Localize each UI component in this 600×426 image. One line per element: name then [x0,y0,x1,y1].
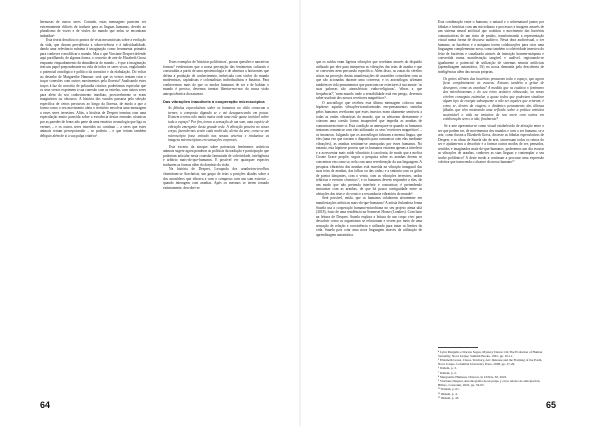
paragraph: hermosas de outros seres. Contudo, estas mensagens parecem ser extremamente difíceis de traduzir para as línguas humanas, devido ao pluralismo de vozes e de visões do mundo que nelas se encontram imbuídas⁴. [40,20,146,38]
right-column-2 [438,20,544,165]
footnote: ⁹ Vinciane Despret, Autobiografia de un pulpo y otros relatos de anticipación, Bilbao, Consonni, 2022, pp. 59-65. [438,379,541,388]
block-quote: As fábulas especulativas sobre os humanos no chão comecam a tremer, o composto dignado se e vai desaparecendo em pouca. Existem teorias não muito maiss onde uma rede quase invisível sobre toda a espaço? Por fim, temos a sensação de um som, uma espécie de vibração emergente desta grande rede. A vibração penetra no nosso corpo, fazendo-nos sentir cada molécula, alerta da arte, como se um microscópio fosse entrado nas nossas arterias e traduzisse as imagens microscópicas em sensações corporais. [168,106,269,143]
footnote-rule [438,347,478,348]
page-number-right: 65 [545,400,556,410]
right-page [300,0,600,426]
footnote: ¹² Ibidem, p. 45. [438,395,460,400]
paragraph: Estes exemplos de 'histórias polifónicas', possas questões e narrativas formas? evidenciam que a nossa percepção das fenómenos culturais e construídas a partir de uma epistemologia e de abertura a horizontes que defina a produção de conhecimento, imbricada com visões do mundo modernistas, capitalistas e colonialistas individualistas e binárias. Para conhecermos mais do que os modos humanos de ser e de habitar o mundo é preciso, devemos inentar libertar-mo-nos da nossa visão antropocêntrica da natureza. [163,60,269,96]
paragraph: Será possível, então, que os humanos colaborem ativamente em manifestações artísticas mais-do-que-humanas? A artista finlandesa Jenna Suuela usa a cooperação humano-microbiana no seu projeto aimta ultá (2018), fruto de uma residência na Somerset House (Londres). Com base na leitura de Despret, Suuela explora a leitura de um corpo vivo para descobrir como os organismos se relacionam e vivem por meio de uma sensação de relação e coexistência e utilizado para tratar os limites da vida. Suuela pois criar uma nova linguagem através da utilização de aprendizagem automática. [316,196,422,237]
block-quote: Os gritos silêntos das bactérias pensaram toda o espaço, que agora ficou completamente às escuras. Estavas também a gritar de desespero, como as aranhas? A medida que os exalava o fenómeno dos microbiosomas e do seu reino acústico rebuscado, ou nosso cérebro conseguiu estimular, a quase todos que poderiam sinalizar algum tipo de energia subsequente a não ser aqueles que criaram, é como se, dentro da viagem, o dinâmico pensamento das últimas fábulas que vêm mostrando uma reflexão sobre a prática artística sustentável o vida na tentativa de nos ouvir com outros em colaboração sem o a não, finalmente? [443,76,544,122]
paragraph: Se a arte apresentar-se como visual estabelecido de afetação entre o ser que podem ser, de movimentos dos mundos e com o ser humano, se a arte, como ilustra a Elizabeth Grosz, dissesse as fábulas especulativas de Despret, e as obras de Suuela são de arte, atravessam todos os reinos do ser e ajudam-nos a descobrir e a formar outros modos de ser, pensados, sentidos e imaginados mais-do-que-humanos, poderemos um dia escutar as vibrações de aranhas, conhecer as suas línguas e contemplar o seu sonho polifónico? A deste modo a continuar a procurar uma expressão coletiva que transcenda o alcance do nosso humano¹⁰ [438,124,544,165]
section-heading: Das vibrações inaudíveis à cooperação microscópica [163,99,265,105]
paragraph: que os ruídos eram ligeiras vibrações que recebiam através do dispuído utilizado por eles para interpretar as vibrações das teias de aranha e que se converteu nem percussão específico. Além disso, as zonas do cérebro ativas na perceção destas manifestações de aracnídeo coincidem com as que são acionadas durante uma conversa; e os aracnólogos afirmam também ter tido pensamentos que pareciam ser exteriores à sua mente: 'as suas palavras são atmosféricas vinho-religiosas', 'vibras a que frequência?', 'num mundo onde a sensibilidade está em perigo, devemos saber usufruir dos nossos receitores magnéticos'⁶. [316,60,422,101]
footnote: ⁸ Marguerite Humeau, Oriacon, in CURA, 30, 2022. [438,374,508,379]
paragraph: Esta teoria desafiou os pontos de vista mecanicistas sobre a evolução da vida, que davam prevalência a sobrevivência e à individualidade, dando uma relevância mínima à imaginação como ferramenta primária para conhecer e modificar o mundo. Mas o que Vinciane Despret defende aqui partilhando, de alguma forma, o conceito de arte de Elizabeth Grosz enquanto enquadramento da abundância do mundo – é que a imaginação tem um papel preponderante na vida de todos os seres vivos, englobando o potencial ontológico e político da narrativa e da efabulação. Do voltar ao desenho de Margarethe Hamsun: será que os versos tentam criar e traçar conexões com outros movimentos pela floresta? Analisando estes traços à luz do conceito de poliaudia criativa, poderíamos especular que os seus versos exprimem a sua conexão com as estrelas, com outros seres para além do seu conhecimento imediato, provavelmente se eram imaginários ou obscuros. A história dos vasalos passaria pela seleção específica de certos percursos ao longo da floresta, de modo a que a forma como o seu movimento afeta o território envolvia uma mensagem a esses seres terrestres. Aliás, a história de Despret termina com uma especulação muito parecida sobre a existência destas entradas cósmicas por as paredes de fenos não parte da uma emotiva cosmologia que liga os vermes – e os outros seres inseridos no contínuo – a seres que estes animais teriam percepcionado – se poderia – e que teriam também delíquio além de si a sua palpa criativa⁵. [40,38,146,138]
paragraph: Na história de Despret, Lexapoda dos aranheiros-tecelhos chamiriam-se Arachnists, um grupo de teias a posições aliadas sobre a dos aracnídeos que vibrava a com o composto com um som exterior – quando interagem com aranhas. Após os mesmos se terem tornado extintamente, descobri-se [163,167,269,190]
footnote: ¹¹ Ibidem, p. 4. [438,391,458,396]
footnote: ⁵ Elizabeth Grosz, Chaos, Territory, Art: Deleuze and the Framing of the Earth, Nova Iorque, Columbia University Press, 2008, pp. 27-29. [438,358,543,367]
footnote: ¹⁰ Ibidem, p. 61. [438,387,460,392]
page-number-left: 64 [40,400,51,410]
paragraph: Este excerto da sinopse sobre potenciais fenómenos artísticos animais sugere agora ponderar as políticas da tradução e participação que poderiam articular nesta conexão fantasiada de coletividade, inteligência e arbítrio mais-do-que-humanos. E possível ver quaisquer especies traduzem as formas além do domínio da visão. [163,144,269,167]
paragraph: O aracnólogo que recebeu esta última mensagem colocou uma hipótese: aquelas vibrações-transformadas em-pensamentos sentidas pelos humanos revelavam que estes insectos eram altamente sensíveis a todas as ondas vibratórias do mundo, que os afetavam diretamente e criavam uma coesão forma insuperável que impedia as aranhas de comunicarem entre si. Esta condição as ameaçava-se quando os humanos tentaram comunicar com elas utilizando os seus 'receitores magnéticos' – os ímanosos. Julgando que os aracnólogos falavam a mesma língua, que eles (uma vez que ouviam o diapasão para comunicar com elas mediante vibrações), as aranhas sentiram-se ameaçadas por esses humanos. No entanto, esta hipótese provou que os humanos estavam apenas a interferir e a acrescentar mais ruído vibratório à cacofonia, de modo que a melica Cosnie Grace propõe, seguir a pesquisa sobre as aranhas devem se concentrar em como se, nela com uma reverberação da sua linguagem. A pesquisa vibratória das aranhas está inserida na vibração inaugural das suas teias de aranhas, das folhas ou das cadas; e a sintonia com os grãos de poeira dançantes, com o vento, com as vibrações terrestres, ondas telúricas e eventos cósmicos⁷, e os humanos devem responder a elas, de um modo que não pretenda interferir e comunicar; é pretendendo sintonizar com as aranhas, de que há pouca contiguidade entre as afetações das teias e do vento e a ressonância vibratória do mundo⁸. [316,100,422,196]
right-column-1 [316,60,422,237]
footnote: ⁷ Ibidem, p. 2. [438,370,457,375]
footnote: ⁶ Ibidem, p. 3. [438,366,457,371]
footnotes [438,347,544,400]
left-column-2 [163,60,269,190]
left-column-1 [40,20,146,138]
paragraph: Esta combinação entre o humano, o natural e o sobrenatural juntos por fábulas e histórias com um microbiano e processos e imagens através de um sistema neural artificial que coabitou o movimento das bactérias comunicativas de um texto de prados, transformando a representação visual numa forma de discurso auditivo. Nesta obra audiovisual, o ser humano, as bactérias e a máquina tecem colaborações para criar uma linguagem complementar nova, como também a coletividade imersiva do feito de bactérias e canalizada através da interação homem-máquina e convertida numa manifestação tangível e audível, registrando-se igualmente o potencial de utilização de sistemas neurais artificiais (aprendizagem automática, IA) na nossa demanda pela descoberta de inteligências além das nossas próprias. [438,20,544,75]
footnote: ⁴ Lynn Margulis e Dorion Sagan, Mystery Dance: On The Evolution of Human Sexuality, Nova Iorque, Summit Books, 1991, pp. 10-11. [438,349,543,358]
